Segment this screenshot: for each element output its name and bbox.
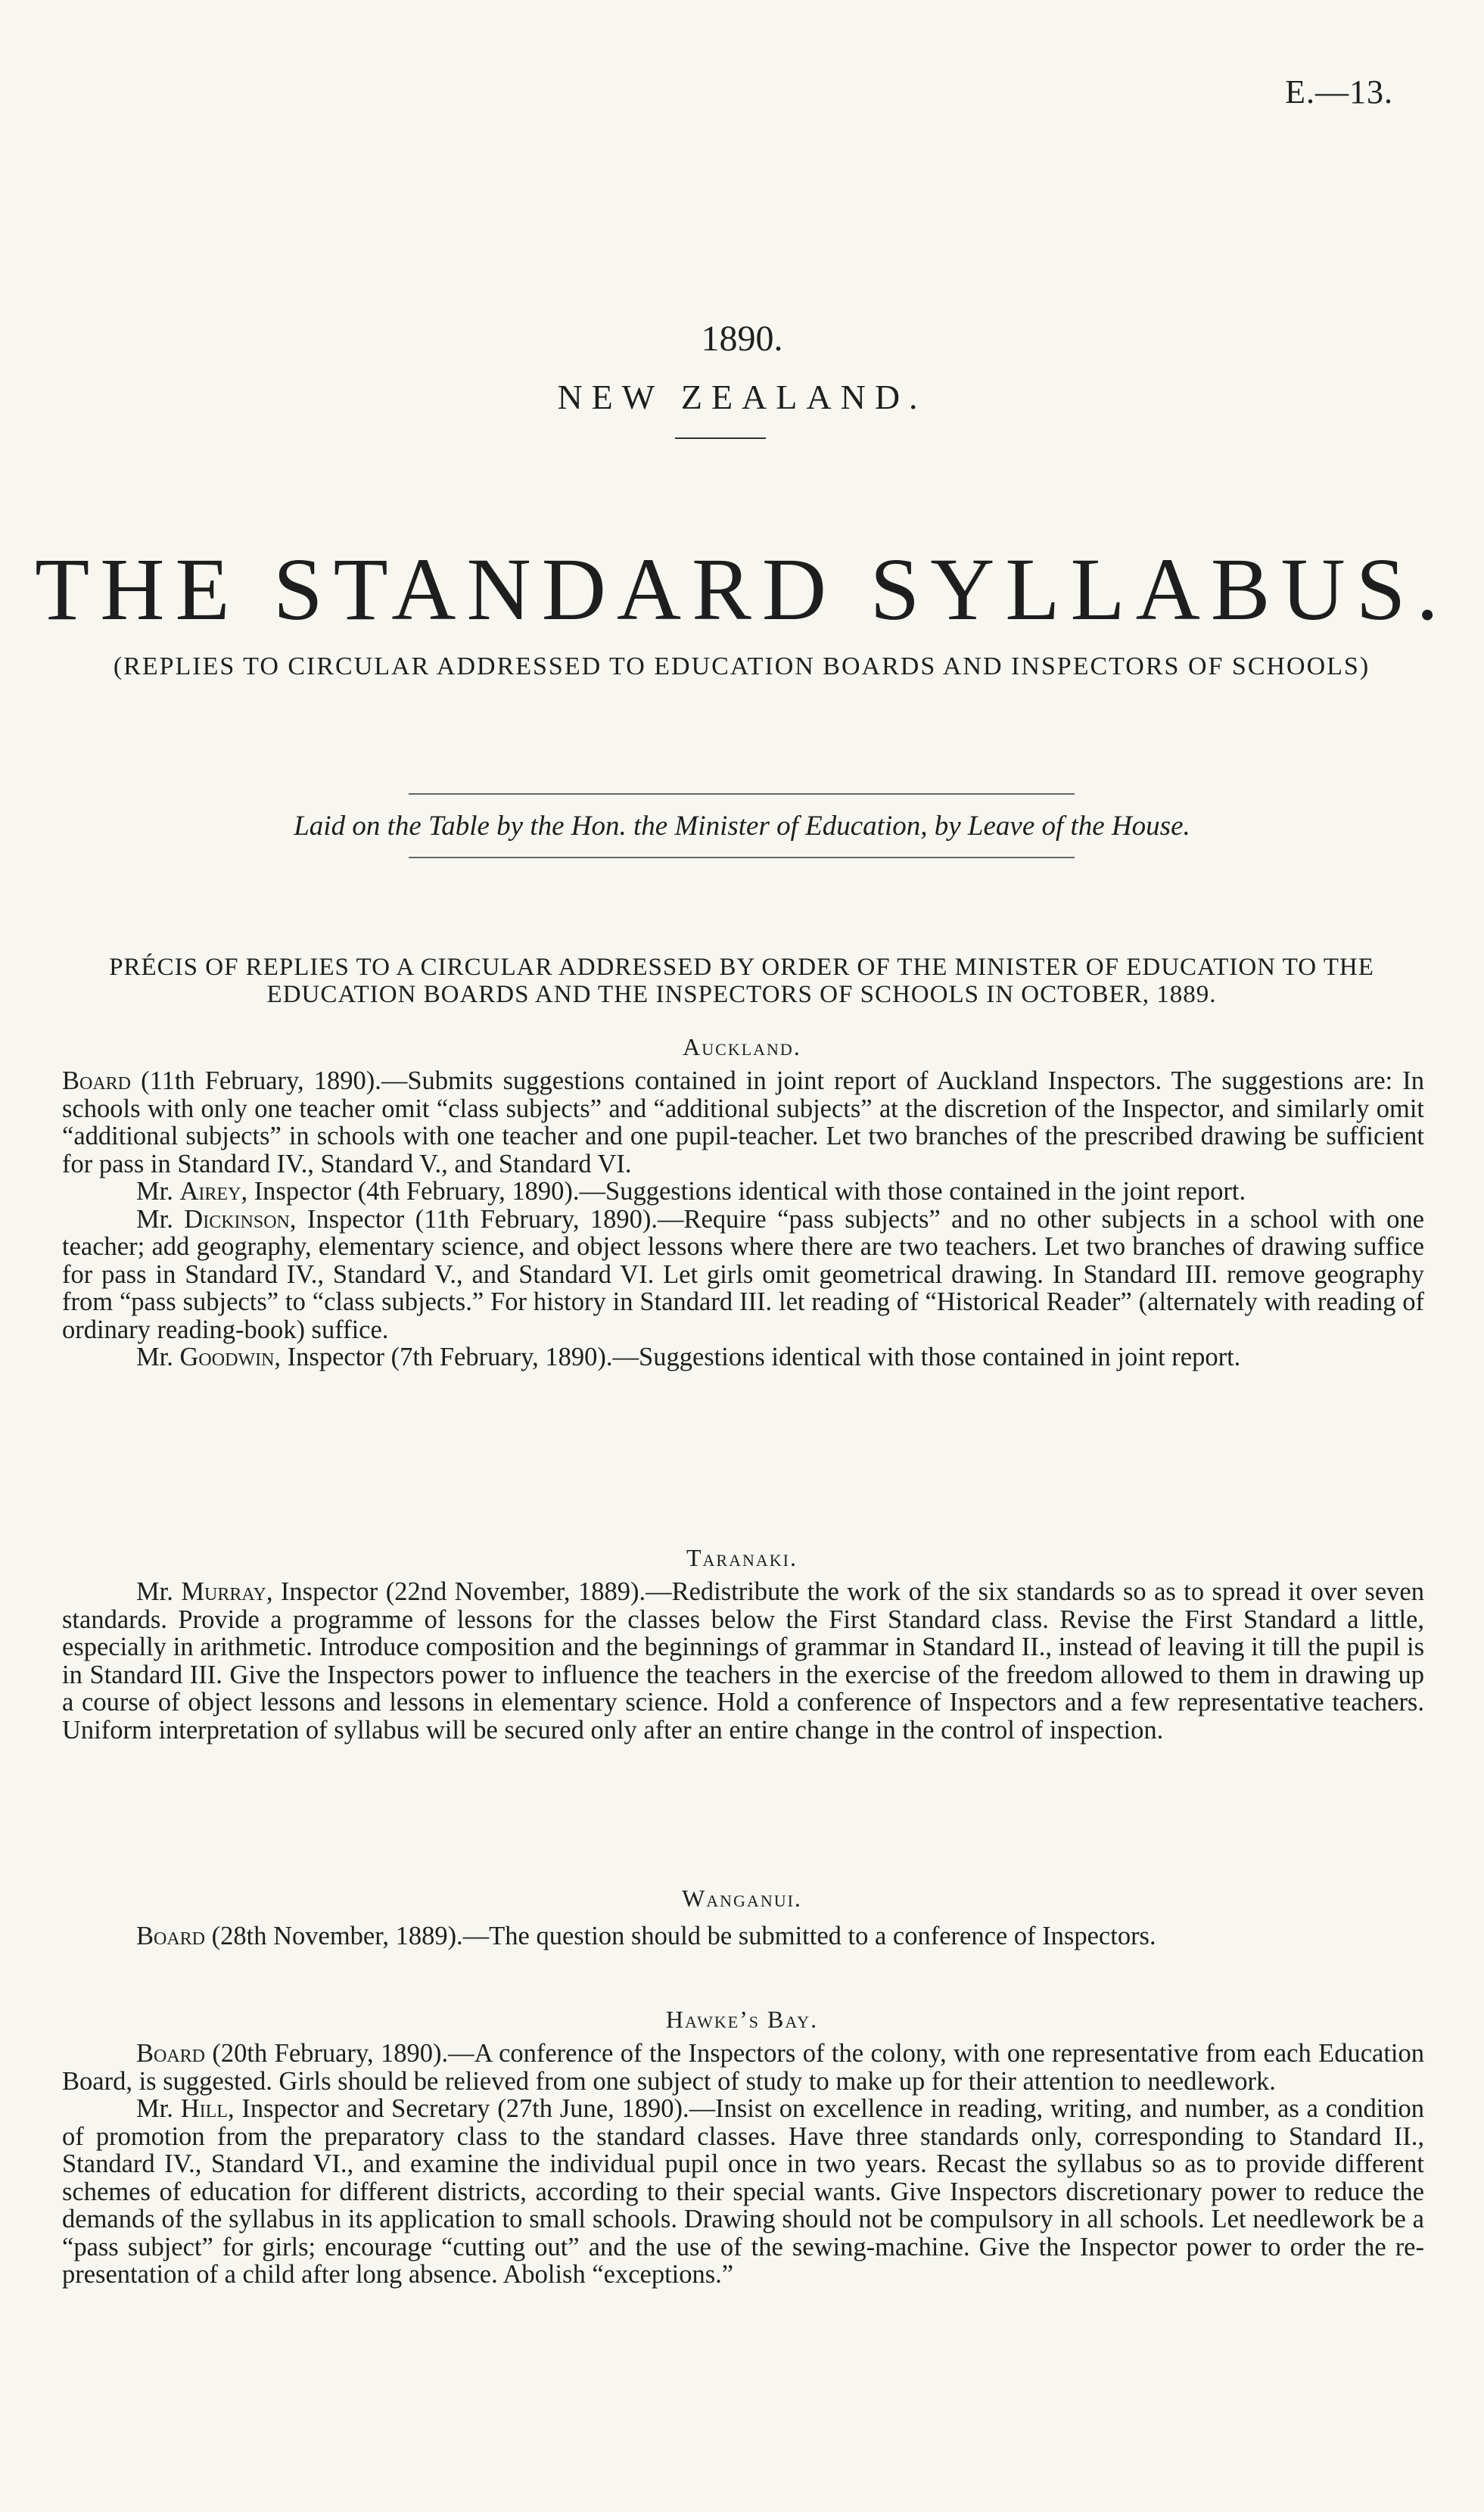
- section-heading-hawkes-bay: Hawke’s Bay.: [665, 2006, 819, 2033]
- hawkes-bay-section: [62, 2040, 1424, 2289]
- hawkes-bay-board-paragraph: Board (20th February, 1890).—A conference of the Inspectors of the colony, with one representative from each Education Board, is suggested. Girls should be relieved from one subject of study to make up for their attention to needlework.: [62, 2039, 1424, 2096]
- wanganui-section: [62, 1922, 1424, 1950]
- section-heading-auckland: Auckland.: [683, 1033, 801, 1060]
- taranaki-murray-paragraph: Mr. Murray, Inspector (22nd November, 1889).—Redistribute the work of the six standards so as to spread it over seven standards. Provide a programme of lessons for the classes below the First Standard class. Revise the First Standard a little, especially in arithmetic. Introduce composition and the beginnings of grammar in Standard II., instead of leaving it till the pupil is in Standard III. Give the Inspectors power to influence the teachers in the exercise of the freedom allowed to them in drawing up a course of object lessons and lessons in elementary science. Hold a conference of Inspectors and a few representative teachers. Uniform interpretation of syllabus will be secured only after an entire change in the control of inspection.: [62, 1577, 1424, 1745]
- document-country: NEW ZEALAND.: [557, 378, 927, 416]
- auckland-board-paragraph: Board (11th February, 1890).—Submits suggestions contained in joint report of Auckland Inspectors. The suggestions are: In schools with only one teacher omit “class subjects” and “additional subjects” at the discretion of the Inspector, and similarly omit “additional subjects” in schools with one teacher and one pupil-teacher. Let two branches of the prescribed drawing be sufficient for pass in Standard IV., Standard V., and Standard VI.: [62, 1066, 1424, 1178]
- divider-rule: [675, 437, 766, 439]
- auckland-airey-paragraph: Mr. Airey, Inspector (4th February, 1890).—Suggestions identical with those contained in the joint report.: [136, 1177, 1246, 1206]
- wanganui-board-paragraph: Board (28th November, 1889).—The question should be submitted to a conference of Inspectors.: [136, 1922, 1156, 1950]
- page-reference: E.—13.: [1285, 73, 1393, 111]
- auckland-dickinson-paragraph: Mr. Dickinson, Inspector (11th February, 1890).—Require “pass subjects” and no other subjects in a school with one teacher; add geography, elementary science, and object lessons where there are two teachers. Let two branches of drawing suffice for pass in Standard IV., Standard V., and Standard VI. Let girls omit geometrical drawing. In Standard III. remove geography from “pass subjects” to “class subjects.” For history in Standard III. let reading of “Historical Reader” (alternately with reading of ordinary reading-book) suffice.: [62, 1204, 1424, 1344]
- section-heading-wanganui: Wanganui.: [682, 1885, 802, 1912]
- divider-rule-top: [409, 793, 1075, 795]
- divider-rule-bottom: [409, 857, 1075, 858]
- document-title: THE STANDARD SYLLABUS.: [35, 540, 1449, 639]
- laid-on-table-note: Laid on the Table by the Hon. the Minister of Education, by Leave of the House.: [294, 811, 1190, 842]
- document-year: 1890.: [701, 319, 783, 359]
- auckland-section: [62, 1067, 1424, 1371]
- hawkes-bay-hill-paragraph: Mr. Hill, Inspector and Secretary (27th June, 1890).—Insist on excellence in reading, writing, and number, as a condition of promotion from the preparatory class to the standard classes. Have three standards only, corresponding to Standard II., Standard IV., Standard VI., and examine the individual pupil once in two years. Recast the syllabus so as to provide different schemes of education for different districts, according to their special wants. Give Inspectors discretionary power to reduce the demands of the syllabus in its application to small schools. Drawing should not be compulsory in all schools. Let needlework be a “pass subject” for girls; encourage “cutting out” and the use of the sewing-machine. Give the Inspector power to order the re-presentation of a child after long absence. Abolish “exceptions.”: [62, 2094, 1425, 2289]
- section-heading-taranaki: Taranaki.: [686, 1544, 798, 1571]
- auckland-goodwin-paragraph: Mr. Goodwin, Inspector (7th February, 1890).—Suggestions identical with those contained in joint report.: [136, 1343, 1241, 1371]
- precis-heading: PRÉCIS OF REPLIES TO A CIRCULAR ADDRESSED BY ORDER OF THE MINISTER OF EDUCATION TO THE EDUCATION BOARDS AND THE INSPECTORS OF SCHOOLS IN OCTOBER, 1889.: [109, 954, 1374, 1008]
- taranaki-section: [62, 1578, 1424, 1744]
- document-subtitle: (REPLIES TO CIRCULAR ADDRESSED TO EDUCATION BOARDS AND INSPECTORS OF SCHOOLS): [113, 652, 1370, 680]
